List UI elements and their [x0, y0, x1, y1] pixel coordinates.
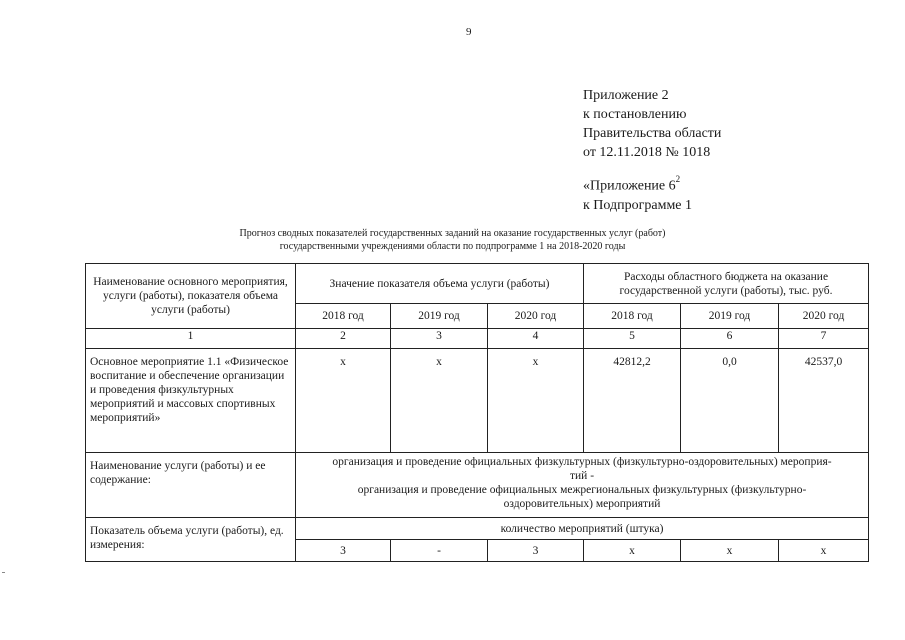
indicator-value: х [584, 540, 681, 562]
service-description-line: оздоровительных) мероприятий [503, 498, 661, 510]
column-number-cell: 7 [779, 329, 869, 349]
indicator-unit-row [86, 518, 869, 540]
column-number-cell: 2 [296, 329, 391, 349]
service-description [296, 453, 869, 518]
main-event-name: Основное мероприятие 1.1 «Физическое воспитание и обеспечение организации и проведения физкультурных мероприятий и массовых спортивных мероприятий» [86, 349, 296, 453]
indicator-unit: количество мероприятий (штука) [296, 518, 869, 540]
service-row [86, 453, 869, 518]
year-cell: 2018 год [296, 304, 391, 329]
appendix-line-2: к постановлению [583, 107, 687, 122]
indicator-value: х [681, 540, 779, 562]
document-title [0, 227, 905, 253]
column-number-cell: 4 [488, 329, 584, 349]
year-cell: 2020 год [779, 304, 869, 329]
appendix-reference-block [583, 86, 721, 162]
header-name-cell: Наименование основного мероприятия, услуги (работы), показателя объема услуги (работы) [86, 264, 296, 329]
appendix-line-1: Приложение 2 [583, 88, 669, 103]
year-cell: 2019 год [681, 304, 779, 329]
indicator-label: Показатель объема услуги (работы), ед. измерения: [86, 518, 296, 562]
service-label: Наименование услуги (работы) и ее содержание: [86, 453, 296, 518]
main-event-budget: 0,0 [681, 349, 779, 453]
indicator-value: 3 [296, 540, 391, 562]
column-numbers-row [86, 329, 869, 349]
year-cell: 2019 год [391, 304, 488, 329]
column-number-cell: 1 [86, 329, 296, 349]
column-number-cell: 5 [584, 329, 681, 349]
main-event-value: х [391, 349, 488, 453]
document-title-line-2: государственными учреждениями области по подпрограмме 1 на 2018-2020 годы [279, 241, 626, 252]
main-event-budget: 42537,0 [779, 349, 869, 453]
appendix-6-2-prefix: «Приложение 6 [583, 178, 676, 194]
table-header-row [86, 264, 869, 304]
appendix-6-2-superscript: 2 [675, 174, 681, 184]
appendix-6-2-line-1 [583, 172, 692, 196]
header-volume-cell: Значение показателя объема услуги (работы) [296, 264, 584, 304]
main-event-row [86, 349, 869, 453]
appendix-line-4: от 12.11.2018 № 1018 [583, 145, 711, 160]
indicator-value: - [391, 540, 488, 562]
appendix-6-2-line-2: к Подпрограмме 1 [583, 197, 693, 213]
main-event-budget: 42812,2 [584, 349, 681, 453]
column-number-cell: 3 [391, 329, 488, 349]
indicator-value: х [779, 540, 869, 562]
forecast-table [85, 263, 869, 562]
page-number: 9 [466, 26, 472, 38]
document-title-line-1: Прогноз сводных показателей государственных заданий на оказание государственных услуг (работ) [239, 228, 666, 239]
service-description-line: организация и проведение официальных физкультурных (физкультурно-оздоровительных) мероприя- [332, 456, 832, 468]
appendix-6-2-block [583, 172, 692, 215]
appendix-line-3: Правительства области [583, 126, 722, 141]
year-cell: 2020 год [488, 304, 584, 329]
main-event-value: х [296, 349, 391, 453]
year-cell: 2018 год [584, 304, 681, 329]
main-event-value: х [488, 349, 584, 453]
indicator-value: 3 [488, 540, 584, 562]
column-number-cell: 6 [681, 329, 779, 349]
margin-mark [2, 572, 5, 573]
service-description-line: тий - [569, 470, 595, 482]
header-budget-cell: Расходы областного бюджета на оказание государственной услуги (работы), тыс. руб. [584, 264, 869, 304]
service-description-line: организация и проведение официальных межрегиональных физкультурных (физкультурно- [357, 484, 807, 496]
